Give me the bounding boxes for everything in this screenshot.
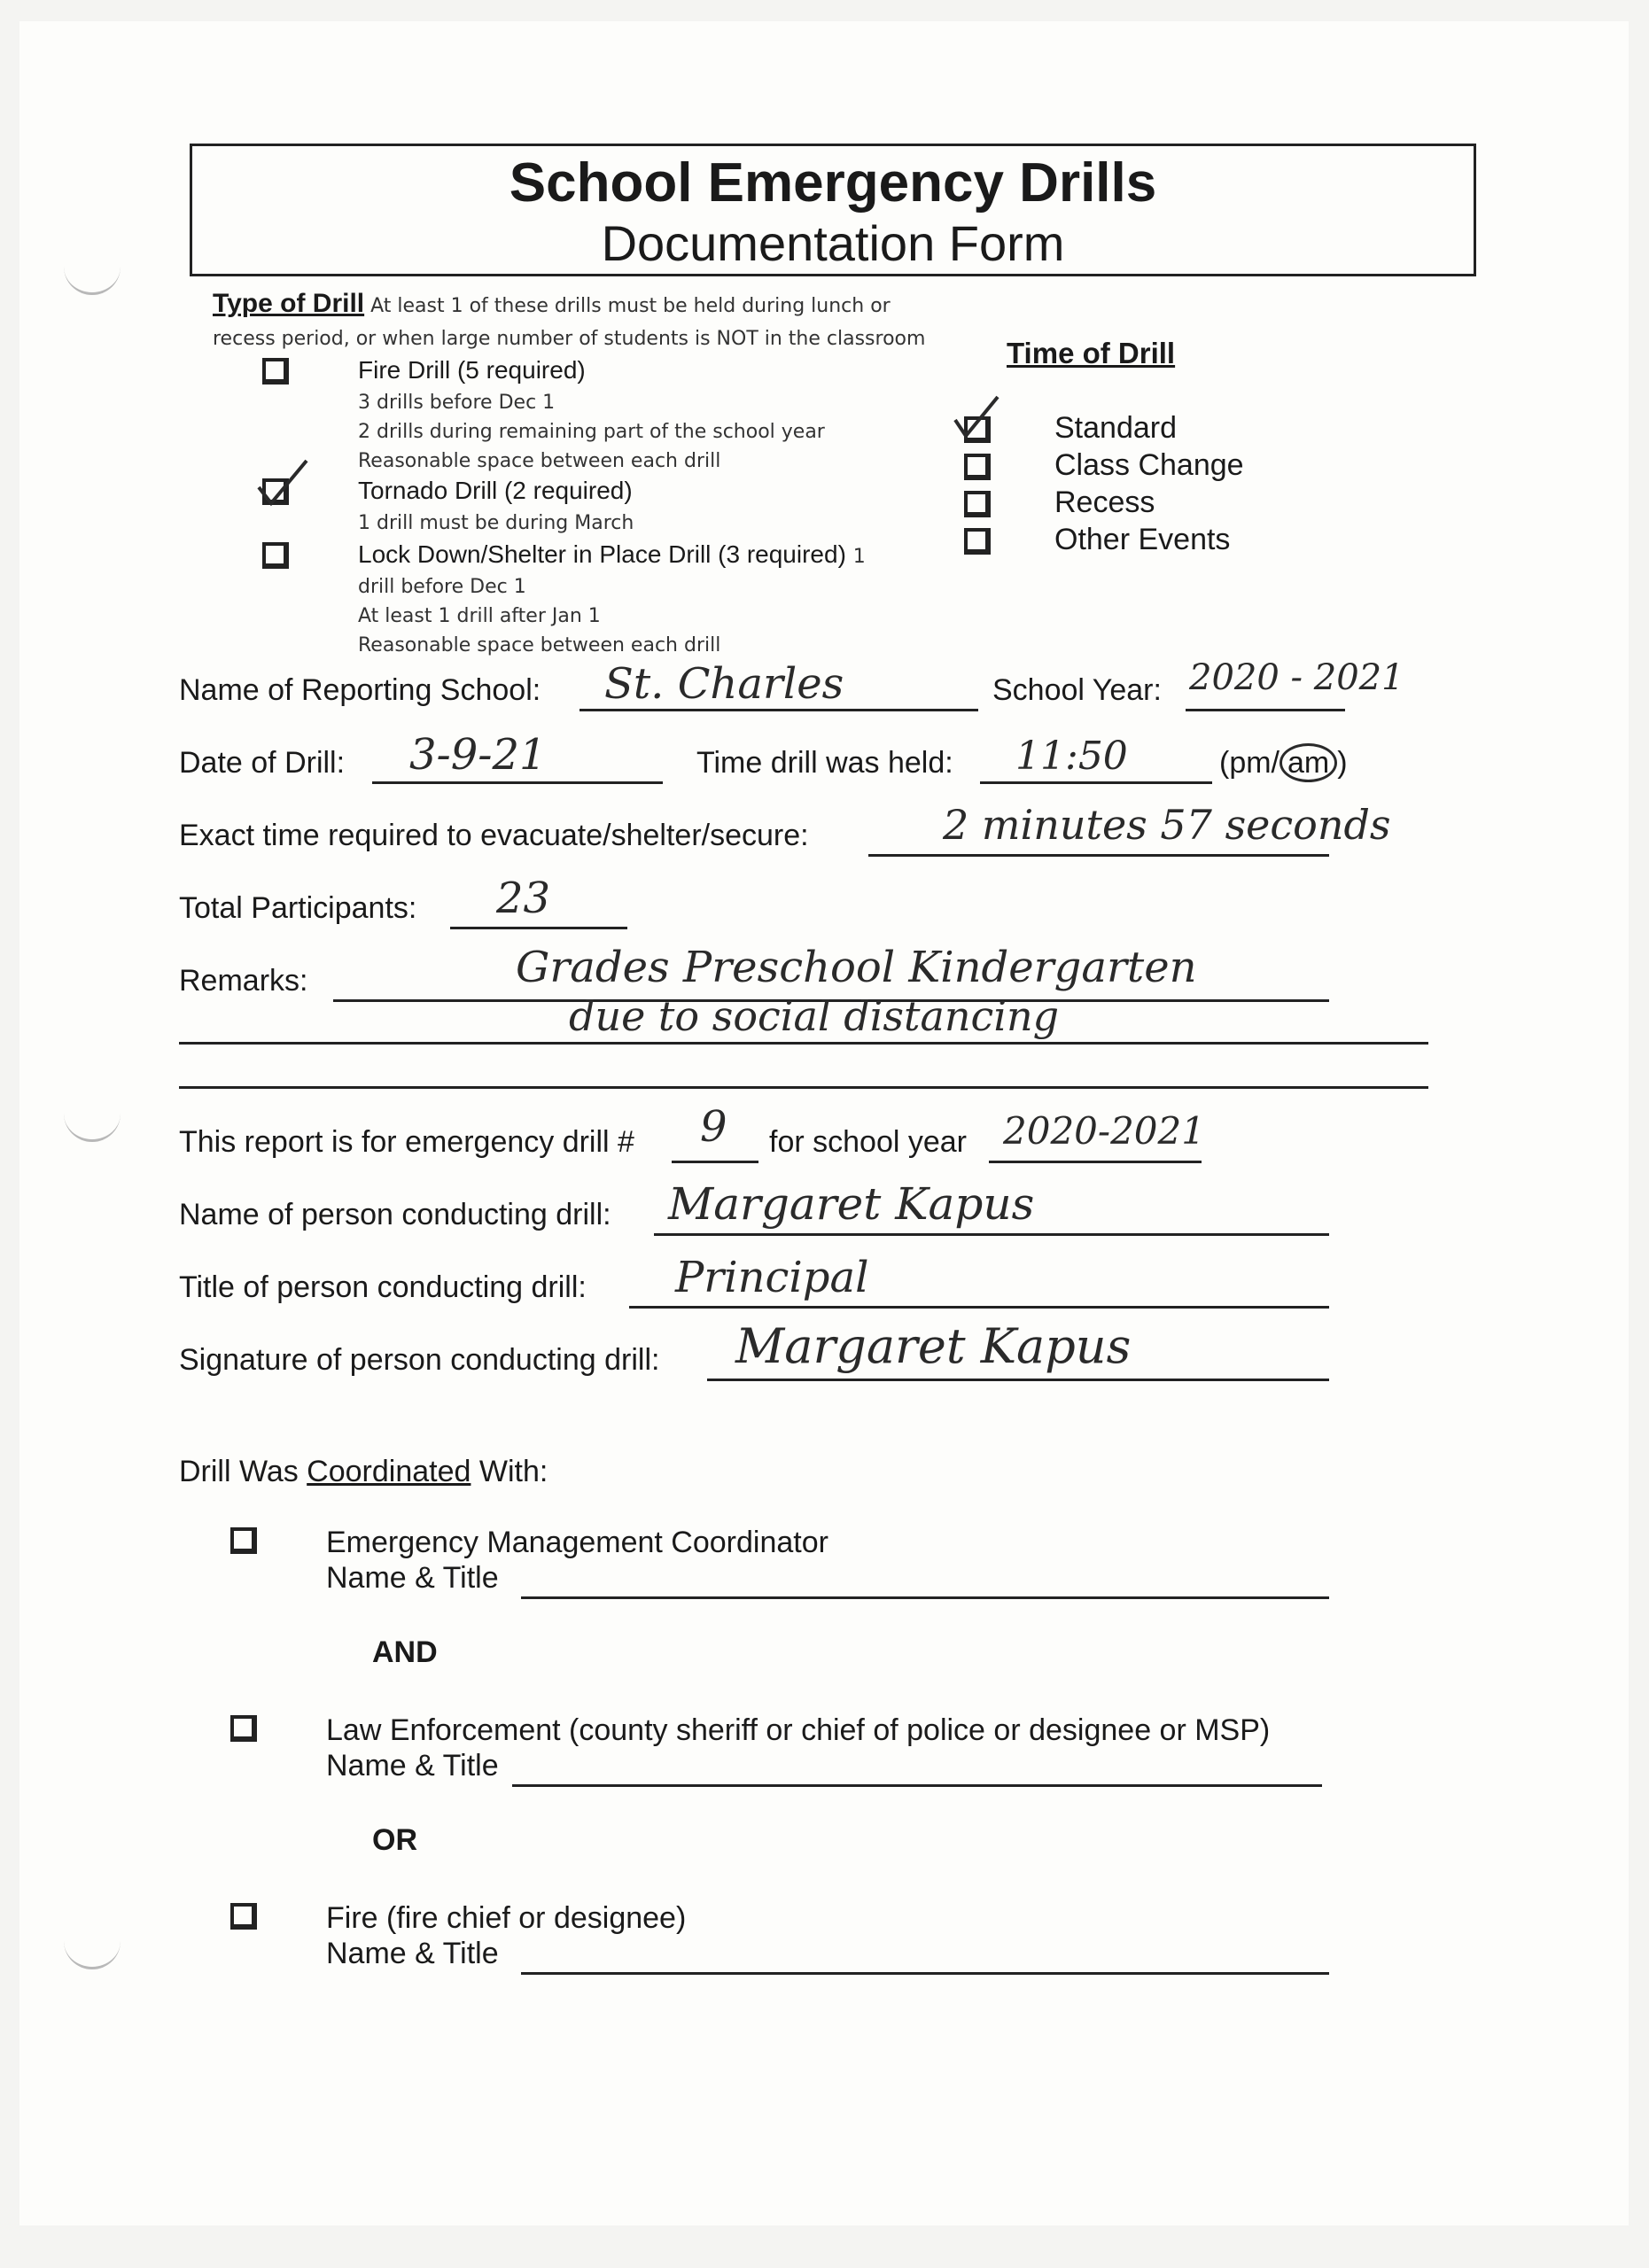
title-box <box>190 144 1476 276</box>
emergency-mgmt-checkbox[interactable] <box>230 1527 257 1554</box>
type-of-drill-header <box>213 289 891 319</box>
lockdown-drill-label: Lock Down/Shelter in Place Drill (3 required) <box>358 540 846 568</box>
lockdown-drill-note: drill before Dec 1 <box>358 576 526 598</box>
school-line <box>579 709 978 711</box>
type-of-drill-heading: Type of Drill <box>213 289 365 318</box>
law-enforcement-name-line[interactable] <box>512 1784 1322 1787</box>
evac-label: Exact time required to evacuate/shelter/secure: <box>179 819 809 852</box>
school-value[interactable]: St. Charles <box>604 659 844 709</box>
title-label: Title of person conducting drill: <box>179 1270 587 1304</box>
report-prefix: This report is for emergency drill # <box>179 1125 634 1159</box>
title-value[interactable]: Principal <box>675 1253 869 1302</box>
name-title-label: Name & Title <box>326 1749 499 1783</box>
law-enforcement-label: Law Enforcement (county sheriff or chief of police or designee or MSP) <box>326 1713 1271 1747</box>
lockdown-drill-note: At least 1 drill after Jan 1 <box>358 605 601 627</box>
fire-drill-checkbox[interactable] <box>262 358 289 384</box>
person-label: Name of person conducting drill: <box>179 1198 611 1231</box>
fire-checkbox[interactable] <box>230 1903 257 1930</box>
tornado-drill-label: Tornado Drill (2 required) <box>358 477 633 504</box>
time-option-other-events: Other Events <box>1054 523 1231 556</box>
person-line <box>654 1233 1329 1236</box>
other-events-checkbox[interactable] <box>964 528 991 555</box>
school-label: Name of Reporting School: <box>179 673 541 707</box>
name-title-label: Name & Title <box>326 1561 499 1595</box>
name-title-label: Name & Title <box>326 1937 499 1970</box>
tornado-drill-note: 1 drill must be during March <box>358 512 634 534</box>
emergency-mgmt-label: Emergency Management Coordinator <box>326 1526 828 1559</box>
year-value[interactable]: 2020 - 2021 <box>1189 657 1404 698</box>
check-mark-icon <box>252 457 314 510</box>
remarks-line <box>179 1086 1428 1089</box>
year-line <box>1186 709 1345 711</box>
report-suffix: for school year <box>769 1125 967 1159</box>
ampm-pm: (pm/ <box>1219 746 1280 780</box>
signature-value[interactable]: Margaret Kapus <box>735 1318 1132 1374</box>
ampm-am: am <box>1280 743 1337 782</box>
fire-drill-note: 3 drills before Dec 1 <box>358 392 556 414</box>
lockdown-drill-note: Reasonable space between each drill <box>358 634 721 656</box>
drill-number-line <box>672 1161 758 1163</box>
signature-label: Signature of person conducting drill: <box>179 1343 660 1377</box>
fire-drill-note: 2 drills during remaining part of the school year <box>358 421 825 443</box>
type-of-drill-note: At least 1 of these drills must be held during lunch or <box>364 295 891 317</box>
time-of-drill-heading: Time of Drill <box>1007 337 1176 369</box>
emergency-mgmt-name-line[interactable] <box>521 1596 1329 1599</box>
remarks-value-line1[interactable]: Grades Preschool Kindergarten <box>516 943 1197 992</box>
signature-line <box>707 1379 1329 1381</box>
evac-line <box>868 854 1329 857</box>
time-option-class-change: Class Change <box>1054 448 1244 482</box>
lockdown-drill-note: 1 <box>852 546 866 568</box>
year-label: School Year: <box>992 673 1162 707</box>
fire-drill-note: Reasonable space between each drill <box>358 450 721 472</box>
remarks-line <box>179 1042 1428 1045</box>
date-value[interactable]: 3-9-21 <box>409 730 547 780</box>
class-change-checkbox[interactable] <box>964 454 991 480</box>
form-page <box>19 21 1629 2225</box>
or-label: OR <box>372 1823 417 1857</box>
report-year-line <box>989 1161 1202 1163</box>
coordination-underlined: Coordinated <box>307 1455 471 1488</box>
type-of-drill-note-2: recess period, or when large number of students is NOT in the classroom <box>213 328 926 350</box>
punch-hole <box>64 260 121 295</box>
report-year-value[interactable]: 2020-2021 <box>1003 1109 1205 1153</box>
title-line <box>629 1306 1329 1309</box>
ampm-label <box>1219 746 1348 781</box>
date-label: Date of Drill: <box>179 746 346 780</box>
fire-label: Fire (fire chief or designee) <box>326 1901 687 1935</box>
lockdown-drill-label-row <box>358 540 866 569</box>
time-value[interactable]: 11:50 <box>1015 734 1128 779</box>
punch-hole <box>64 1935 121 1969</box>
fire-name-line[interactable] <box>521 1972 1329 1975</box>
form-title: School Emergency Drills <box>509 152 1157 214</box>
time-option-standard: Standard <box>1054 411 1177 445</box>
participants-line <box>450 927 627 929</box>
drill-number-value[interactable]: 9 <box>700 1102 727 1152</box>
and-label: AND <box>372 1635 438 1669</box>
participants-value[interactable]: 23 <box>496 874 551 923</box>
lockdown-drill-checkbox[interactable] <box>262 542 289 569</box>
form-subtitle: Documentation Form <box>601 215 1065 271</box>
time-option-recess: Recess <box>1054 485 1155 519</box>
ampm-close: ) <box>1337 746 1348 780</box>
time-line <box>980 781 1212 784</box>
participants-label: Total Participants: <box>179 891 417 925</box>
evac-value[interactable]: 2 minutes 57 seconds <box>943 801 1391 849</box>
coordination-heading <box>179 1455 548 1489</box>
remarks-value-line2[interactable]: due to social distancing <box>569 992 1060 1040</box>
punch-hole <box>64 1107 121 1142</box>
coordination-prefix: Drill Was <box>179 1455 307 1488</box>
coordination-suffix: With: <box>471 1455 548 1488</box>
law-enforcement-checkbox[interactable] <box>230 1715 257 1742</box>
check-mark-icon <box>950 393 1003 443</box>
time-label: Time drill was held: <box>696 746 953 780</box>
date-line <box>372 781 663 784</box>
remarks-label: Remarks: <box>179 964 308 998</box>
recess-checkbox[interactable] <box>964 491 991 517</box>
person-value[interactable]: Margaret Kapus <box>668 1178 1035 1230</box>
fire-drill-label: Fire Drill (5 required) <box>358 356 586 384</box>
